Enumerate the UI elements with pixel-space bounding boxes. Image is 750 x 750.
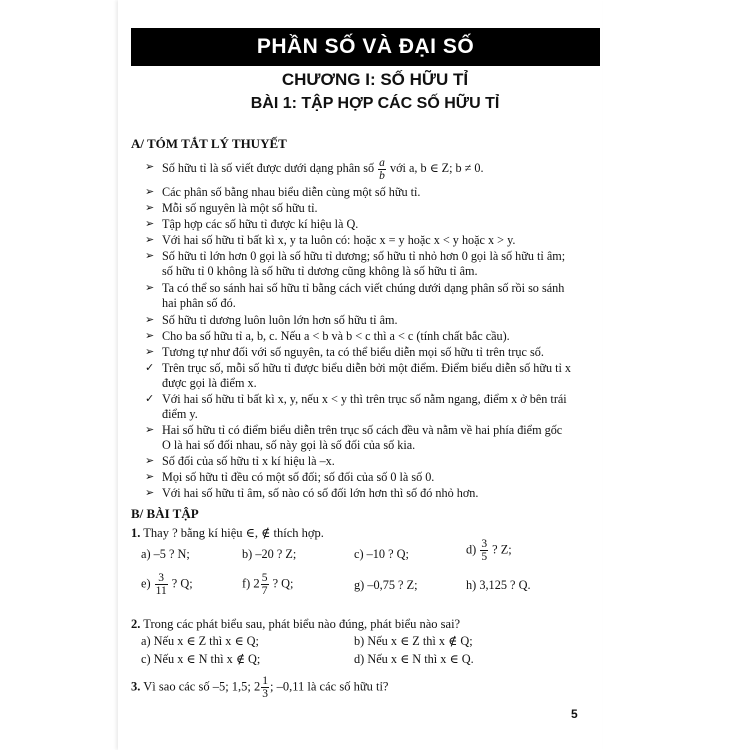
theory-item-continuation: O là hai số đối nhau, số này gọi là số đối của số kia. — [162, 438, 416, 452]
theory-item: Mọi số hữu tỉ đều có một số đối; số đối của số 0 là số 0. — [162, 470, 435, 484]
fraction-denominator: 3 — [262, 688, 269, 700]
option-tail: ? Q; — [272, 576, 294, 591]
page-number: 5 — [571, 707, 578, 721]
fraction — [155, 572, 168, 597]
theory-item — [162, 152, 484, 184]
theory-item-continuation: điểm y. — [162, 407, 198, 421]
checkmark-icon: ✓ — [145, 362, 155, 374]
bullet-icon: ➢ — [145, 424, 155, 436]
theory-item: Trên trục số, mỗi số hữu tỉ được biểu diễn bởi một điểm. Điểm biểu diễn số hữu tỉ x — [162, 361, 572, 375]
fraction-denominator: 11 — [155, 585, 167, 597]
option-e — [141, 572, 193, 597]
option-b: b) Nếu x ∈ Z thì x ∉ Q; — [354, 634, 473, 648]
theory-item: Số hữu tỉ dương luôn luôn lớn hơn số hữu tỉ âm. — [162, 313, 398, 327]
option-label: d) — [466, 542, 477, 557]
theory-heading: A/ TÓM TẮT LÝ THUYẾT — [131, 136, 287, 151]
fraction-denominator: b — [379, 169, 385, 182]
theory-item: Các phân số bằng nhau biểu diễn cùng một số hữu tỉ. — [162, 185, 421, 199]
bullet-icon: ➢ — [145, 161, 155, 173]
question-3 — [131, 675, 388, 700]
bullet-icon: ➢ — [145, 218, 155, 230]
theory-item-continuation: được gọi là điểm x. — [162, 376, 257, 390]
question-2 — [131, 617, 460, 632]
part-banner: PHẦN SỐ VÀ ĐẠI SỐ — [131, 28, 600, 66]
option-d: d) Nếu x ∈ N thì x ∈ Q. — [354, 652, 474, 666]
question-text: Trong các phát biểu sau, phát biểu nào đúng, phát biểu nào sai? — [143, 617, 461, 631]
bullet-icon: ➢ — [145, 455, 155, 467]
question-1 — [131, 525, 324, 541]
option-b: b) –20 ? Z; — [242, 547, 297, 561]
theory-item-text: Số hữu tỉ là số viết được dưới dạng phân số — [162, 161, 375, 175]
chapter-title: CHƯƠNG I: SỐ HỮU TỈ — [281, 70, 469, 89]
theory-item-text-after: với a, b ∈ Z; b ≠ 0. — [389, 161, 484, 175]
mixed-whole: 2 — [253, 575, 260, 591]
question-text: Vì sao các số –5; 1,5; — [143, 679, 251, 694]
bullet-icon: ➢ — [145, 471, 155, 483]
bullet-icon: ➢ — [145, 314, 155, 326]
fraction-numerator: 1 — [262, 675, 269, 687]
fraction-denominator: 5 — [481, 551, 488, 563]
fraction-numerator: a — [379, 156, 385, 169]
theory-item: Ta có thể so sánh hai số hữu tỉ bằng cách viết chúng dưới dạng phân số rồi so sánh — [162, 281, 565, 295]
theory-item-continuation: số hữu tỉ 0 không là số hữu tỉ dương cũng không là số hữu tỉ âm. — [162, 264, 478, 278]
mixed-whole: 2 — [254, 679, 261, 694]
option-f — [242, 572, 293, 597]
theory-item: Số đối của số hữu tỉ x kí hiệu là –x. — [162, 454, 335, 468]
theory-item: Với hai số hữu tỉ âm, số nào có số đối lớn hơn thì số đó nhỏ hơn. — [162, 486, 479, 500]
lesson-title: BÀI 1: TẬP HỢP CÁC SỐ HỮU TỈ — [250, 95, 500, 112]
bullet-icon: ➢ — [145, 186, 155, 198]
bullet-icon: ➢ — [145, 250, 155, 262]
option-label: e) — [141, 576, 151, 591]
bullet-icon: ➢ — [145, 234, 155, 246]
theory-item: Với hai số hữu tỉ bất kì x, y, nếu x < y thì trên trục số nằm ngang, điểm x ở bên trái — [162, 392, 567, 406]
option-h: h) 3,125 ? Q. — [466, 578, 531, 592]
bullet-icon: ➢ — [145, 346, 155, 358]
bullet-icon: ➢ — [145, 330, 155, 342]
question-number: 2. — [131, 617, 141, 631]
fraction-numerator: 5 — [261, 572, 268, 584]
option-c: c) –10 ? Q; — [354, 547, 409, 561]
theory-item-continuation: hai phân số đó. — [162, 296, 236, 310]
option-tail: ? Q; — [171, 576, 193, 591]
question-text-after: ; –0,11 là các số hữu tỉ? — [270, 679, 389, 694]
option-a: a) –5 ? N; — [141, 547, 190, 561]
theory-item: Với hai số hữu tỉ bất kì x, y ta luôn có: hoặc x = y hoặc x < y hoặc x > y. — [162, 233, 516, 247]
question-number: 3. — [131, 679, 141, 694]
option-g: g) –0,75 ? Z; — [354, 578, 418, 592]
question-text: Thay ? bằng kí hiệu ∈, ∉ thích hợp. — [143, 526, 324, 540]
fraction — [378, 157, 386, 182]
fraction-numerator: 3 — [155, 572, 168, 585]
theory-item: Hai số hữu tỉ có điểm biểu diễn trên trục số cách đều và nằm về hai phía điểm gốc — [162, 423, 563, 437]
bullet-icon: ➢ — [145, 282, 155, 294]
option-a: a) Nếu x ∈ Z thì x ∈ Q; — [141, 634, 259, 648]
fraction — [261, 675, 269, 700]
theory-item: Tập hợp các số hữu tỉ được kí hiệu là Q. — [162, 217, 359, 231]
fraction-denominator: 7 — [261, 585, 268, 597]
fraction — [480, 538, 488, 563]
question-number: 1. — [131, 526, 141, 540]
fraction-numerator: 3 — [481, 538, 488, 550]
option-c: c) Nếu x ∈ N thì x ∉ Q; — [141, 652, 261, 666]
checkmark-icon: ✓ — [145, 393, 155, 405]
theory-item: Cho ba số hữu tỉ a, b, c. Nếu a < b và b < c thì a < c (tính chất bắc cầu). — [162, 329, 510, 343]
fraction — [261, 572, 269, 597]
bullet-icon: ➢ — [145, 487, 155, 499]
option-d — [466, 538, 512, 563]
bullet-icon: ➢ — [145, 202, 155, 214]
exercises-heading: B/ BÀI TẬP — [131, 506, 199, 521]
theory-item: Số hữu tỉ lớn hơn 0 gọi là số hữu tỉ dương; số hữu tỉ nhỏ hơn 0 gọi là số hữu tỉ âm; — [162, 249, 566, 263]
theory-item: Mỗi số nguyên là một số hữu tỉ. — [162, 201, 318, 215]
option-label: f) — [242, 576, 251, 591]
option-tail: ? Z; — [492, 542, 512, 557]
theory-item: Tương tự như đối với số nguyên, ta có thể biểu diễn mọi số hữu tỉ trên trục số. — [162, 345, 544, 359]
